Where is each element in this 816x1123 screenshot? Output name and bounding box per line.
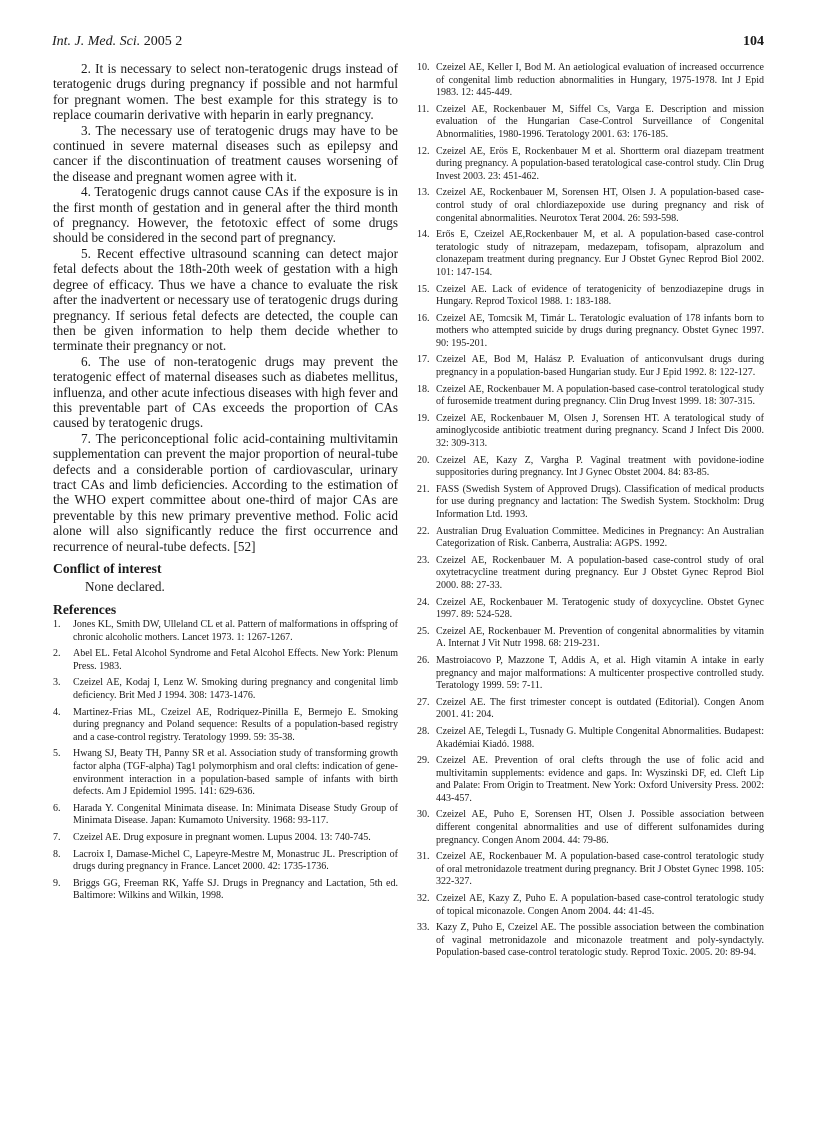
reference-item: [53, 707, 398, 745]
reference-text: Czeizel AE, Bod M, Halász P. Evaluation of anticonvulsant drugs during pregnancy in a population-based Hungarian study. Eur J Epid 1992. 8: 122-127.: [436, 354, 764, 379]
reference-list-left: [53, 619, 398, 903]
reference-number: 18.: [417, 383, 430, 395]
reference-number: 19.: [417, 412, 430, 424]
reference-item: [417, 526, 764, 551]
conflict-heading: Conflict of interest: [53, 561, 162, 576]
reference-number: 32.: [417, 893, 430, 905]
reference-item: [417, 484, 764, 522]
reference-number: 1.: [53, 619, 61, 630]
reference-number: 31.: [417, 851, 430, 863]
reference-number: 27.: [417, 696, 430, 708]
reference-text: Czeizel AE, Tomcsik M, Timár L. Teratologic evaluation of 178 infants born to mothers who attempted suicide by drugs during pregnancy. Obstet Gynec 1997. 90: 195-201.: [436, 312, 764, 349]
body-paragraph-4: 4. Teratogenic drugs cannot cause CAs if the exposure is in the first month of gestation and in general after the third month of pregnancy. However, the fetotoxic effect of some drugs should be considered in the second part of pregnancy.: [53, 184, 398, 246]
reference-text: Martinez-Frias ML, Czeizel AE, Rodriquez-Pinilla E, Bermejo E. Smoking during pregnancy and Poland sequence: Results of a population-based registry and a case-control registry. Teratology 1999. 59: 35-38.: [73, 706, 398, 743]
reference-item: [417, 384, 764, 409]
reference-number: 33.: [417, 922, 430, 934]
reference-item: [417, 284, 764, 309]
reference-text: Czeizel AE, Rockenbauer M. A population-based case-control teratologic study of oral metronidazole treatment during pregnancy. Brit J Obstet Gynec 1998. 105: 322-327.: [436, 851, 764, 888]
reference-item: [417, 354, 764, 379]
journal-year-issue: 2005 2: [143, 34, 183, 49]
page-number: 104: [743, 34, 764, 49]
reference-number: 7.: [53, 831, 61, 843]
reference-item: [417, 809, 764, 847]
reference-item: [417, 146, 764, 184]
reference-text: Czeizel AE, Kazy Z, Vargha P. Vaginal treatment with povidone-iodine suppositories during pregnancy. Int J Gynec Obstet 2004. 84: 83-85.: [436, 454, 764, 479]
reference-text: Czeizel AE, Puho E, Sorensen HT, Olsen J. Possible association between different congenital abnormalities and use of different sulfonamides during pregnancy. Congen Anom 2004. 44: 79-86.: [436, 809, 764, 846]
reference-number: 30.: [417, 809, 430, 821]
reference-number: 23.: [417, 554, 430, 566]
reference-item: [417, 922, 764, 960]
reference-text: Czeizel AE, Keller I, Bod M. An aetiological evaluation of increased occurrence of congenital limb reduction abnormalities in Hungary, 1975-1978. Int J Epid 1983. 12: 445-449.: [436, 62, 764, 99]
reference-number: 4.: [53, 706, 61, 718]
body-paragraph-5: 5. Recent effective ultrasound scanning can detect major fetal defects about the 18th-20th week of gestation with a high degree of efficacy. Thus we have a chance to evaluate the risk after the inadvertent or necessary use of teratogenic drugs during pregnancy. If serious fetal defects are detected, the couple can then be given information to help them decide whether to terminate their pregnancy or not.: [53, 245, 398, 354]
reference-item: [53, 849, 398, 874]
reference-item: [417, 626, 764, 651]
reference-text: Czeizel AE, Rockenbauer M. A population-based case-control study of oral oxytetracycline treatment during pregnancy. Eur J Obstet Gynec Reprod Biol 2000. 88: 27-33.: [436, 554, 764, 591]
reference-number: 16.: [417, 312, 430, 324]
reference-number: 5.: [53, 748, 61, 760]
reference-item: [417, 104, 764, 142]
reference-text: Harada Y. Congenital Minimata disease. In: Minimata Disease Study Group of Minimata Disease. Japan: Kumamoto University. 1968: 93-117.: [73, 802, 398, 827]
body-paragraph-7: 7. The periconceptional folic acid-containing multivitamin supplementation can prevent the major proportion of neural-tube defects and a considerable portion of cardiovascular, urinary tract CAs and limb deficiencies. According to the estimation of the WHO expert committee about one-third of major CAs are preventable by this new primary preventive method. Folic acid alone will also significantly reduce the first occurrence and recurrence of neural-tube defects. [52]: [53, 430, 398, 554]
body-paragraph-2: 2. It is necessary to select non-teratogenic drugs instead of teratogenic drugs during pregnancy if possible and not harmful for pregnant women. The best example for this strategy is to replace coumarin derivative with heparin in early pregnancy.: [53, 61, 398, 123]
reference-text: Australian Drug Evaluation Committee. Medicines in Pregnancy: An Australian Categorization of Risk. Canberra, Australia: AGPS. 1992.: [436, 525, 764, 550]
reference-text: Kazy Z, Puho E, Czeizel AE. The possible association between the combination of vaginal metronidazole and miconazole treatment and poly-syndactyly. Population-based case-control teratologic study. Reprod Toxic. 2005. 20: 89-94.: [436, 922, 764, 959]
reference-text: Lacroix I, Damase-Michel C, Lapeyre-Mestre M, Monastruc JL. Prescription of drugs during pregnancy in France. Lancet 2000. 42: 1735-1736.: [73, 848, 398, 873]
reference-text: Briggs GG, Freeman RK, Yaffe SJ. Drugs in Pregnancy and Lactation, 5th ed. Baltimore: Wilkins and Wilkin, 1998.: [73, 877, 398, 902]
reference-number: 11.: [417, 103, 430, 115]
reference-number: 2.: [53, 648, 61, 660]
reference-text: Czeizel AE, Rockenbauer M. A population-based case-control teratological study of furosemide treatment during pregnancy. Clin Drug Invest 1999. 18: 307-315.: [436, 383, 764, 408]
reference-text: Czeizel AE. The first trimester concept is outdated (Editorial). Congen Anom 2001. 41: 204.: [436, 696, 764, 721]
reference-number: 6.: [53, 802, 61, 814]
reference-text: Czeizel AE, Rockenbauer M. Teratogenic study of doxycycline. Obstet Gynec 1997. 89: 524-528.: [436, 596, 764, 621]
reference-item: [417, 555, 764, 593]
reference-item: [417, 726, 764, 751]
reference-text: Czeizel AE. Drug exposure in pregnant women. Lupus 2004. 13: 740-745.: [73, 831, 371, 843]
reference-list-right: [417, 62, 764, 960]
right-column: [417, 62, 764, 964]
reference-number: 22.: [417, 525, 430, 537]
references-heading: References: [53, 602, 117, 617]
reference-item: [417, 755, 764, 805]
reference-item: [417, 413, 764, 451]
reference-item: [53, 832, 398, 845]
reference-number: 8.: [53, 848, 61, 860]
reference-item: [417, 62, 764, 100]
reference-text: Erős E, Czeizel AE,Rockenbauer M, et al. A population-based case-control teratologic study of nitrazepam, medazepam, tofisopam, alprazolum and clonazepam treatment during pregnancy. Eur J Obstet Gynec Reprod Biol 2002. 101: 147-154.: [436, 229, 764, 278]
reference-text: Abel EL. Fetal Alcohol Syndrome and Fetal Alcohol Effects. New York: Plenum Press. 1983.: [73, 648, 398, 672]
reference-number: 28.: [417, 725, 430, 737]
reference-text: Czeizel AE, Kodaj I, Lenz W. Smoking during pregnancy and congenital limb deficiency. Brit Med J 1994. 308: 1473-1476.: [73, 677, 398, 701]
journal-name: Int. J. Med. Sci.: [52, 34, 141, 49]
reference-number: 12.: [417, 145, 430, 157]
reference-number: 24.: [417, 596, 430, 608]
reference-text: Czeizel AE, Erös E, Rockenbauer M et al. Shortterm oral diazepam treatment during pregnancy. A population-based teratological case-control study. Clin Drug Invest 2003. 23: 451-462.: [436, 145, 764, 182]
reference-item: [417, 597, 764, 622]
reference-item: [417, 455, 764, 480]
reference-number: 21.: [417, 483, 430, 495]
reference-text: Czeizel AE, Kazy Z, Puho E. A population-based case-control teratologic study of topical miconazole. Congen Anom 2004. 44: 41-45.: [436, 893, 764, 917]
reference-number: 3.: [53, 677, 61, 689]
reference-text: Czeizel AE, Rockenbauer M, Siffel Cs, Varga E. Description and mission evaluation of the Hungarian Case-Control Surveillance of Congenital Abnormalities, 1980-1996. Teratology 2001. 63: 176-185.: [436, 103, 764, 140]
reference-number: 20.: [417, 454, 430, 466]
reference-item: [53, 803, 398, 828]
reference-item: [53, 619, 398, 644]
reference-item: [417, 851, 764, 889]
reference-text: Czeizel AE. Prevention of oral clefts through the use of folic acid and multivitamin supplements: evidence and gaps. In: Wyszinski DF, ed. Cleft Lip and Palate: From Origin to Treatment. New York: Oxford University Press. 2002: 443-457.: [436, 755, 764, 804]
reference-text: Czeizel AE, Telegdi L, Tusnady G. Multiple Congenital Abnormalities. Budapest: Akadémiai Kiadó. 1988.: [436, 725, 764, 750]
reference-text: Czeizel AE, Rockenbauer M, Sorensen HT, Olsen J. A population-based case-control study of oral chlordiazepoxide use during pregnancy and risk of congenital abnormalities. Neurotox Terat 2004. 26: 593-598.: [436, 187, 764, 224]
reference-number: 25.: [417, 625, 430, 637]
reference-number: 15.: [417, 283, 430, 295]
reference-item: [53, 648, 398, 673]
body-paragraph-3: 3. The necessary use of teratogenic drugs may have to be continued in severe maternal diseases such as epilepsy and cancer if the discontinuation of treatment causes worsening of the disease and pregnant women agree with it.: [53, 122, 398, 184]
reference-text: Hwang SJ, Beaty TH, Panny SR et al. Association study of transforming growth factor alpha (TGF-alpha) Tag1 polymorphism and oral clefts: indication of gene-environment interaction in a population-based sample of infants with birth defects. Am J Epidemiol 1995. 141: 629-636.: [73, 748, 398, 798]
reference-item: [417, 187, 764, 225]
conflict-text: None declared.: [85, 579, 165, 594]
reference-item: [53, 748, 398, 798]
reference-text: Mastroiacovo P, Mazzone T, Addis A, et al. High vitamin A intake in early pregnancy and major malformations: A multicenter prospective controlled study. Teratology 1999. 59: 7-11.: [436, 654, 764, 692]
reference-text: Czeizel AE, Rockenbauer M, Olsen J, Sorensen HT. A teratological study of aminoglycoside antibiotic treatment during pregnancy. Scand J Infect Dis 2000. 32: 309-313.: [436, 412, 764, 450]
reference-number: 13.: [417, 187, 430, 199]
reference-item: [417, 229, 764, 279]
reference-item: [417, 893, 764, 918]
reference-item: [417, 655, 764, 693]
reference-text: Jones KL, Smith DW, Ulleland CL et al. Pattern of malformations in offspring of chronic alcoholic mothers. Lancet 1973. 1: 1267-1267.: [73, 619, 398, 643]
body-paragraph-6: 6. The use of non-teratogenic drugs may prevent the teratogenic effect of maternal diseases such as diabetes mellitus, influenza, and other acute infectious diseases with high fever and this preventable part of CAs exceeds the proportion of CAs caused by teratogenic drugs.: [53, 353, 398, 431]
reference-item: [417, 697, 764, 722]
reference-text: FASS (Swedish System of Approved Drugs). Classification of medical products for use during pregnancy and lactation: The Swedish System. Stockholm: Drug Information Ltd. 1993.: [436, 483, 764, 520]
reference-text: Czeizel AE, Rockenbauer M. Prevention of congenital abnormalities by vitamin A. Internat J Vit Nutr 1998. 68: 219-231.: [436, 625, 764, 650]
reference-number: 29.: [417, 755, 430, 767]
reference-text: Czeizel AE. Lack of evidence of teratogenicity of benzodiazepine drugs in Hungary. Reprod Toxicol 1988. 1: 183-188.: [436, 283, 764, 308]
left-column: [53, 61, 398, 907]
reference-number: 17.: [417, 354, 430, 366]
reference-number: 10.: [417, 62, 430, 73]
running-header-journal: [52, 34, 182, 50]
reference-number: 14.: [417, 229, 430, 241]
reference-item: [53, 878, 398, 903]
reference-number: 26.: [417, 654, 430, 666]
reference-item: [417, 313, 764, 351]
reference-item: [53, 677, 398, 702]
reference-number: 9.: [53, 877, 61, 889]
